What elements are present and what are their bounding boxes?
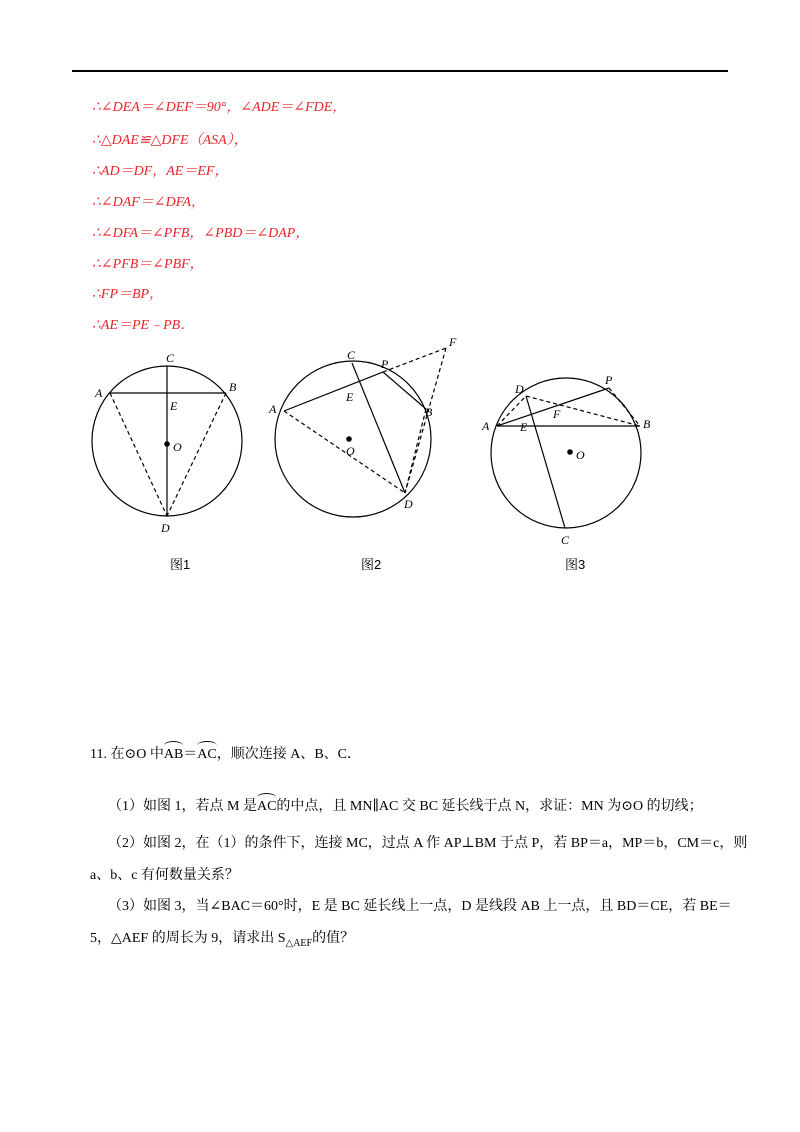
geometry-figures: [0, 330, 800, 580]
fig2-label-p: P: [381, 357, 389, 371]
proof-line: ∴∠PFB＝∠PBF，: [92, 257, 204, 272]
proof-line: ∴∠DEA＝∠DEF＝90°，∠ADE＝∠FDE，: [92, 100, 347, 115]
fig2-label-a: A: [269, 402, 277, 416]
part-3-line-2: [90, 927, 354, 949]
fig3-label-b: B: [643, 417, 651, 431]
proof-line: ∴AD＝DF，AE＝EF，: [92, 164, 229, 179]
part-3-line-1: （3）如图 3，当∠BAC＝60°时，E 是 BC 延长线上一点，D 是线段 AB 上一点，且 BD＝CE，若 BE＝: [108, 899, 732, 914]
fig1-label-e: E: [170, 399, 178, 413]
fig3-label-o: O: [576, 448, 585, 462]
figure-1: [92, 366, 242, 516]
proof-line: ∴∠DAF＝∠DFA，: [92, 195, 205, 210]
figure-2: [275, 348, 446, 517]
figure-1-caption: 图1: [170, 557, 191, 572]
part-3-text-a: 5，△AEF 的周长为 9，请求出 S: [90, 931, 286, 946]
problem-statement: [90, 743, 361, 763]
fig2-label-o: O: [346, 444, 355, 458]
part-1-text-b: 的中点，且 MN∥AC 交 BC 延长线于点 N，求证：MN 为⊙O 的切线；: [276, 799, 703, 814]
fig2-label-e: E: [346, 390, 354, 404]
figure-2-caption: 图2: [361, 557, 382, 572]
fig1-label-b: B: [229, 380, 237, 394]
problem-intro: 在⊙O 中: [110, 747, 164, 762]
part-3-text-b: 的值？: [312, 931, 355, 946]
fig2-label-d: D: [404, 497, 413, 511]
fig2-label-c: C: [347, 348, 356, 362]
equals-sign: ＝: [183, 747, 198, 762]
fig3-label-f: F: [553, 407, 561, 421]
fig2-label-b: B: [425, 405, 433, 419]
proof-line: ∴△DAE≌△DFE（ASA），: [92, 133, 248, 148]
area-subscript: △AEF: [285, 937, 313, 949]
part-2-line-1: （2）如图 2，在（1）的条件下，连接 MC，过点 A 作 AP⊥BM 于点 P，若 BP＝a，MP＝b，CM＝c，则: [108, 836, 748, 851]
fig1-label-c: C: [166, 351, 175, 365]
proof-line: ∴AE＝PE﹣PB．: [92, 318, 195, 333]
fig1-label-a: A: [95, 386, 103, 400]
fig3-label-e: E: [520, 420, 528, 434]
fig2-label-f: F: [449, 335, 457, 349]
proof-line: ∴∠DFA＝∠PFB，∠PBD＝∠DAP，: [92, 226, 310, 241]
figure-3-caption: 图3: [565, 557, 586, 572]
problem-intro-end: ，顺次连接 A、B、C．: [216, 747, 362, 762]
fig3-label-c: C: [561, 533, 570, 547]
part-1: [108, 795, 703, 815]
fig3-label-p: P: [605, 373, 613, 387]
fig3-label-d: D: [515, 382, 524, 396]
part-2-line-2: a、b、c 有何数量关系？: [90, 868, 239, 883]
proof-line: ∴FP＝BP，: [92, 287, 164, 302]
fig1-label-o: O: [173, 440, 182, 454]
fig3-label-a: A: [482, 419, 490, 433]
arc-ab: AB: [163, 747, 184, 762]
problem-number: 11.: [90, 747, 107, 762]
arc-ac-part1: AC: [256, 799, 277, 814]
arc-ac: AC: [197, 747, 217, 762]
part-1-text-a: （1）如图 1，若点 M 是: [108, 799, 257, 814]
figure-3: [491, 378, 641, 528]
fig1-label-d: D: [161, 521, 170, 535]
header-rule: [72, 70, 728, 72]
